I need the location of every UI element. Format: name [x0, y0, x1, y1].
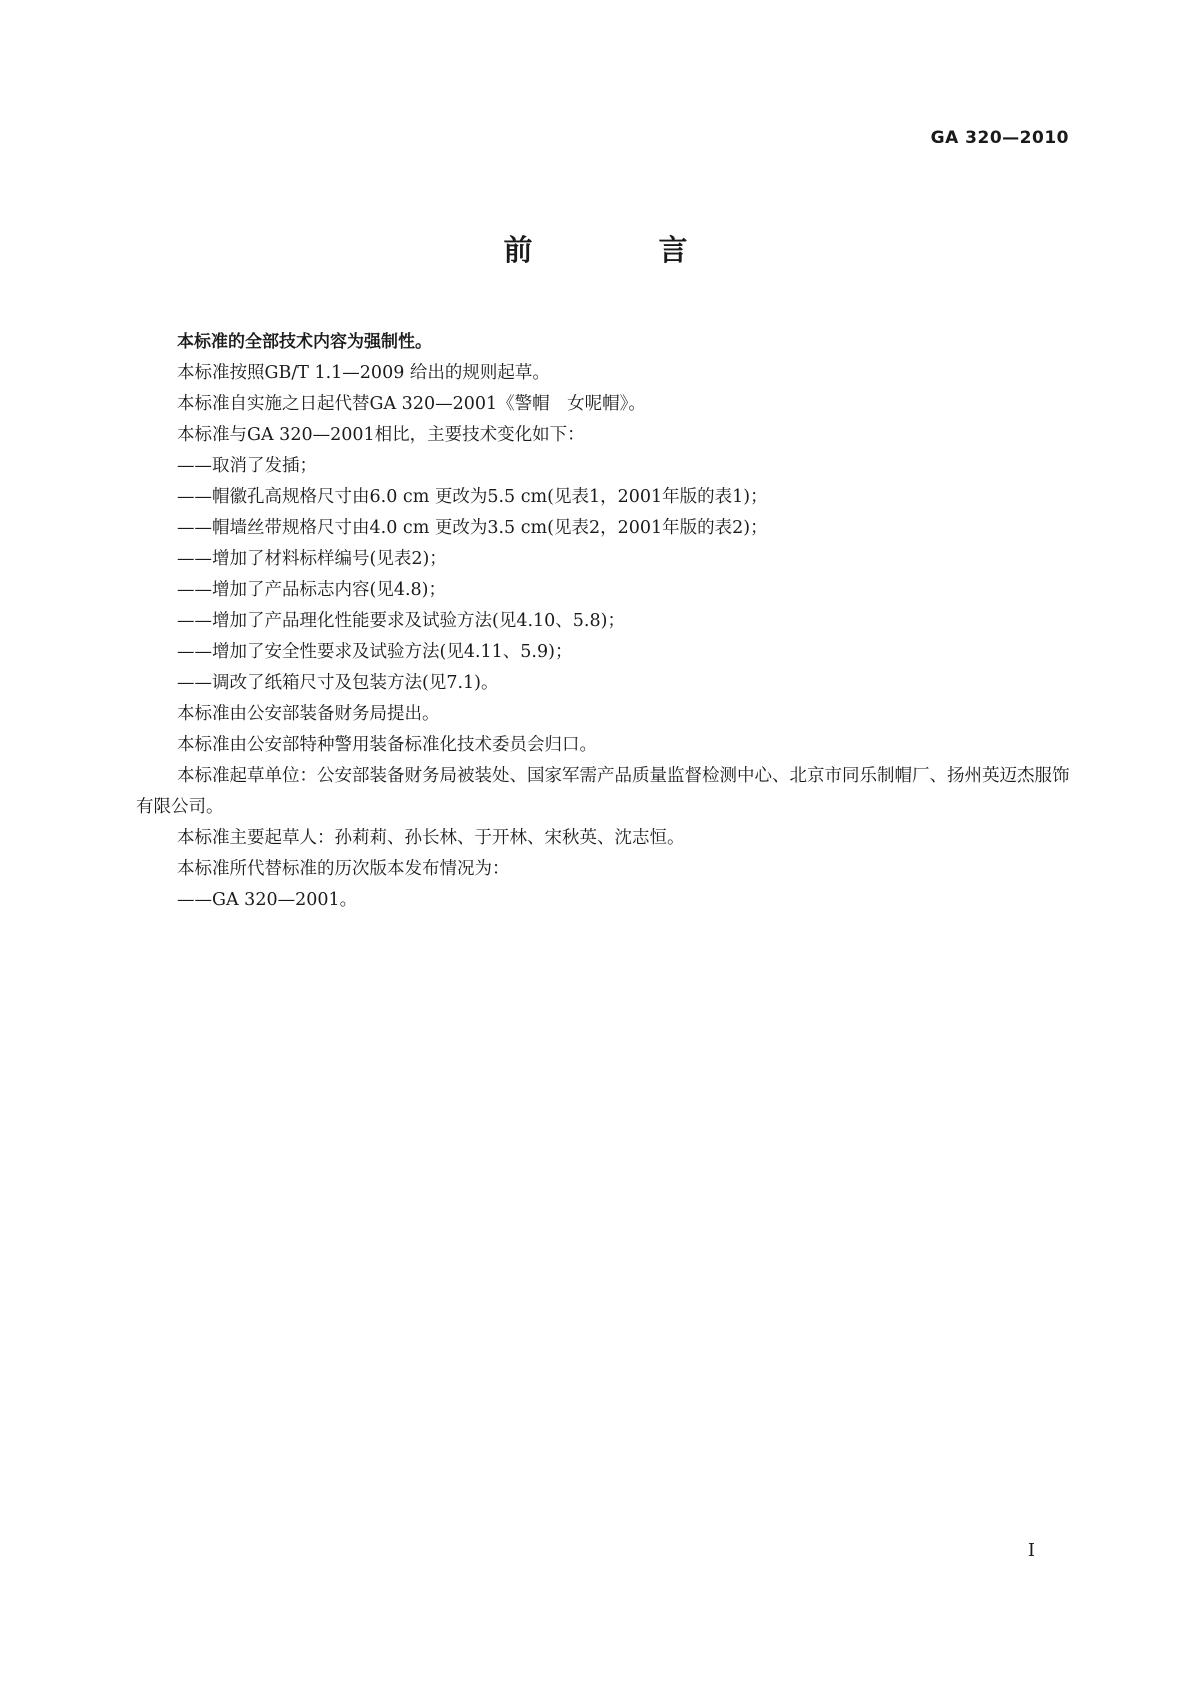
paragraph-proposer: 本标准由公安部装备财务局提出。 — [177, 704, 440, 724]
paragraph-committee: 本标准由公安部特种警用装备标准化技术委员会归口。 — [177, 735, 597, 755]
change-item: ——增加了产品标志内容(见4.8)； — [177, 580, 446, 600]
change-item: ——调改了纸箱尺寸及包装方法(见7.1)。 — [177, 673, 499, 693]
document-code: GA 320—2010 — [930, 128, 1069, 148]
page-title: 前 言 — [503, 233, 746, 267]
change-item: ——增加了安全性要求及试验方法(见4.11、5.9)； — [177, 642, 573, 662]
paragraph-history-intro: 本标准所代替标准的历次版本发布情况为： — [177, 859, 510, 879]
change-item: ——帽墙丝带规格尺寸由4.0 cm 更改为3.5 cm(见表2，2001年版的表2)； — [177, 518, 768, 538]
history-item: ——GA 320—2001。 — [177, 890, 358, 910]
page-number: I — [1027, 1540, 1035, 1561]
paragraph-replaces: 本标准自实施之日起代替GA 320—2001《警帽 女呢帽》。 — [177, 394, 646, 414]
paragraph-drafting-rules: 本标准按照GB/T 1.1—2009 给出的规则起草。 — [177, 363, 550, 383]
paragraph-changes-intro: 本标准与GA 320—2001相比，主要技术变化如下： — [177, 425, 585, 445]
change-item: ——取消了发插； — [177, 456, 317, 476]
foreword-body — [136, 327, 1076, 916]
mandatory-statement: 本标准的全部技术内容为强制性。 — [177, 332, 432, 352]
paragraph-drafting-units: 本标准起草单位：公安部装备财务局被装处、国家军需产品质量监督检测中心、北京市同乐制帽厂、扬州英迈杰服饰有限公司。 — [136, 766, 1070, 817]
paragraph-drafters: 本标准主要起草人：孙莉莉、孙长林、于开林、宋秋英、沈志恒。 — [177, 828, 685, 848]
change-item: ——增加了材料标样编号(见表2)； — [177, 549, 447, 569]
change-item: ——增加了产品理化性能要求及试验方法(见4.10、5.8)； — [177, 611, 625, 631]
change-item: ——帽徽孔高规格尺寸由6.0 cm 更改为5.5 cm(见表1，2001年版的表1)； — [177, 487, 768, 507]
